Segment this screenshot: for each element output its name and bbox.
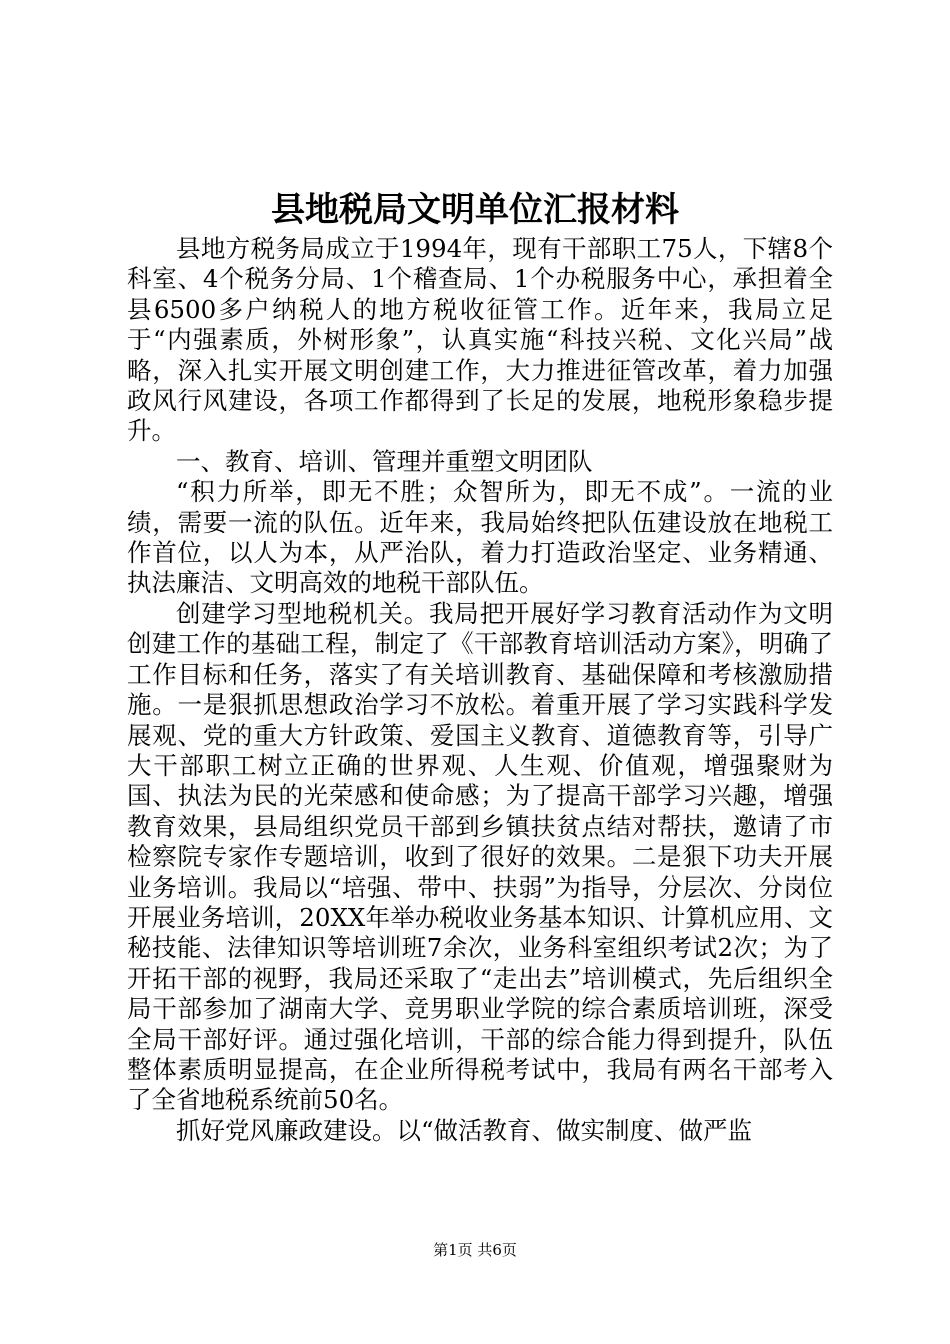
paragraph-party-style: 抓好党风廉政建设。以“做活教育、做实制度、做严监	[176, 1115, 753, 1145]
document-title: 县地税局文明单位汇报材料	[271, 190, 679, 230]
paragraph-team: “积力所举，即无不胜；众智所为，即无不成”。一流的业绩，需要一流的队伍。近年来，我局始终把队伍建设放在地税工作首位，以人为本，从严治队，着力打造政治坚定、业务精通、执法廉洁、文明高效的地税干部队伍。	[127, 477, 833, 598]
paragraph-intro: 县地方税务局成立于1994年，现有干部职工75人，下辖8个科室、4个税务分局、1个稽查局、1个办税服务中心，承担着全县6500多户纳税人的地方税收征管工作。近年来，我局立足于“内强素质，外树形象”，认真实施“科技兴税、文化兴局”战略，深入扎实开展文明创建工作，大力推进征管改革，着力加强政风行风建设，各项工作都得到了长足的发展，地税形象稳步提升。	[127, 234, 833, 446]
page-number-footer: 第1页 共6页	[433, 1241, 517, 1259]
document-body	[127, 234, 833, 1146]
paragraph-learning: 创建学习型地税机关。我局把开展好学习教育活动作为文明创建工作的基础工程，制定了《干部教育培训活动方案》，明确了工作目标和任务，落实了有关培训教育、基础保障和考核激励措施。一是狠抓思想政治学习不放松。着重开展了学习实践科学发展观、党的重大方针政策、爱国主义教育、道德教育等，引导广大干部职工树立正确的世界观、人生观、价值观，增强聚财为国、执法为民的光荣感和使命感；为了提高干部学习兴趣，增强教育效果，县局组织党员干部到乡镇扶贫点结对帮扶，邀请了市检察院专家作专题培训，收到了很好的效果。二是狠下功夫开展业务培训。我局以“培强、带中、扶弱”为指导，分层次、分岗位开展业务培训，20XX年举办税收业务基本知识、计算机应用、文秘技能、法律知识等培训班7余次，业务科室组织考试2次；为了开拓干部的视野，我局还采取了“走出去”培训模式，先后组织全局干部参加了湖南大学、竞男职业学院的综合素质培训班，深受全局干部好评。通过强化培训，干部的综合能力得到提升，队伍整体素质明显提高，在企业所得税考试中，我局有两名干部考入了全省地税系统前50名。	[127, 598, 833, 1115]
section-heading-1: 一、教育、培训、管理并重塑文明团队	[176, 446, 593, 476]
